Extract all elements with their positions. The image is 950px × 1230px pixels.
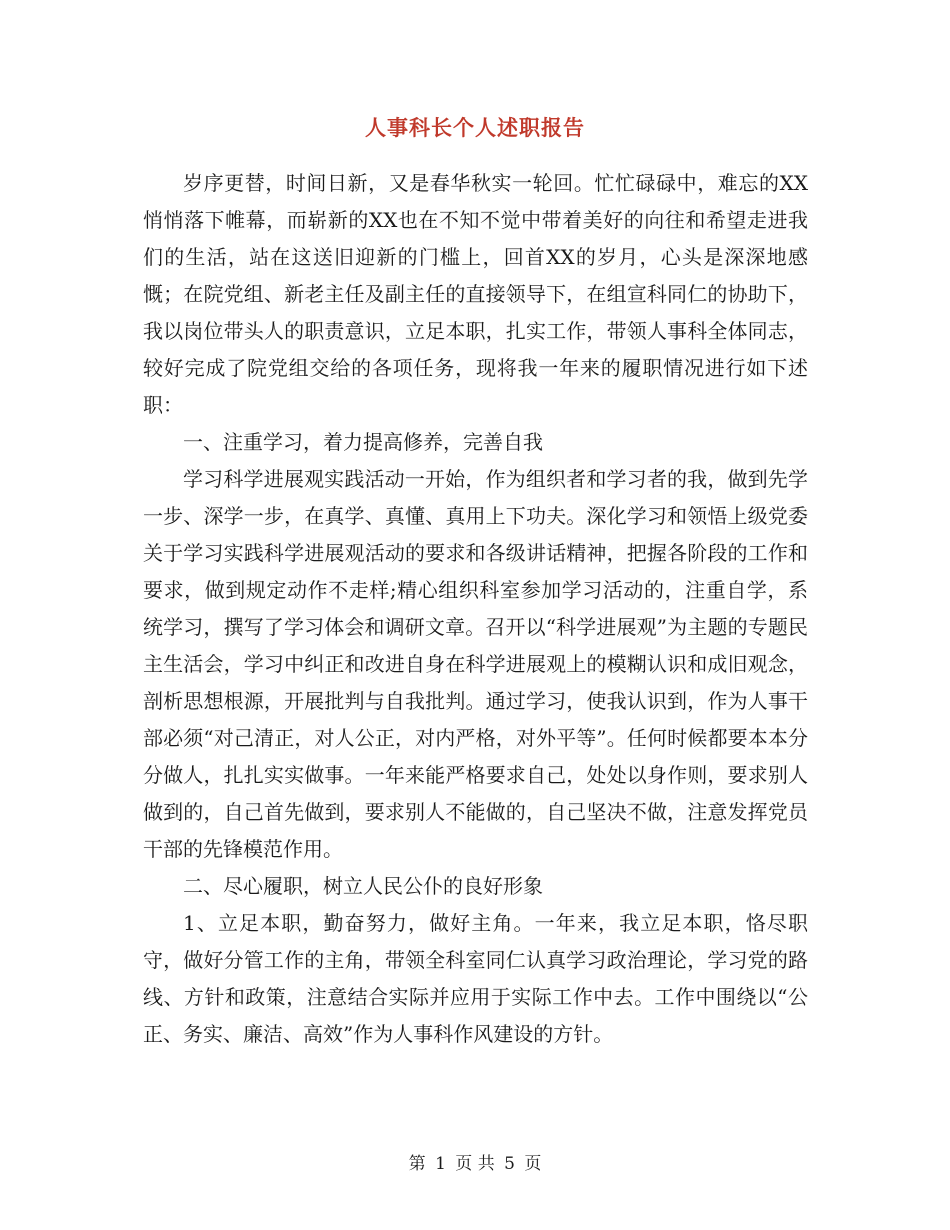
document-title: 人事科长个人述职报告: [365, 115, 585, 140]
page-label-prefix: 第: [408, 1154, 426, 1174]
current-page-number: 1: [435, 1154, 446, 1174]
body-paragraph: 学习科学进展观实践活动一开始，作为组织者和学习者的我，做到先学一步、深学一步，在真学、真懂、真用上下功夫。深化学习和领悟上级党委关于学习实践科学进展观活动的要求和各级讲话精神，把握各阶段的工作和要求，做到规定动作不走样;精心组织科室参加学习活动的，注重自学，系统学习，撰写了学习体会和调研文章。召开以“科学进展观”为主题的专题民主生活会，学习中纠正和改进自身在科学进展观上的模糊认识和成旧观念，剖析思想根源，开展批判与自我批判。通过学习，使我认识到，作为人事干部必须“对己清正，对人公正，对内严格，对外平等”。任何时候都要本本分分做人，扎扎实实做事。一年来能严格要求自己，处处以身作则，要求别人做到的，自己首先做到，要求别人不能做的，自己坚决不做，注意发挥党员干部的先锋模范作用。: [143, 467, 808, 861]
page-label-mid: 页 共: [455, 1154, 495, 1174]
page-label-suffix: 页: [524, 1154, 542, 1174]
document-body: [143, 165, 808, 1053]
intro-paragraph: 岁序更替，时间日新，又是春华秋实一轮回。忙忙碌碌中，难忘的XX悄悄落下帷幕，而崭新的XX也在不知不觉中带着美好的向往和希望走进我们的生活，站在这送旧迎新的门槛上，回首XX的岁月，心头是深深地感慨；在院党组、新老主任及副主任的直接领导下，在组宣科同仁的协助下，我以岗位带头人的职责意识，立足本职，扎实工作，带领人事科全体同志，较好完成了院党组交给的各项任务，现将我一年来的履职情况进行如下述职：: [143, 171, 808, 417]
total-pages-number: 5: [504, 1154, 515, 1174]
body-paragraph: 1、立足本职，勤奋努力，做好主角。一年来，我立足本职，恪尽职守，做好分管工作的主角，带领全科室同仁认真学习政治理论，学习党的路线、方针和政策，注意结合实际并应用于实际工作中去。工作中围绕以“公正、务实、廉洁、高效”作为人事科作风建设的方针。: [143, 911, 808, 1046]
page-footer: [0, 1152, 950, 1176]
section-heading-1: 一、注重学习，着力提高修养，完善自我: [183, 430, 543, 454]
section-heading-2: 二、尽心履职，树立人民公仆的良好形象: [183, 874, 543, 898]
